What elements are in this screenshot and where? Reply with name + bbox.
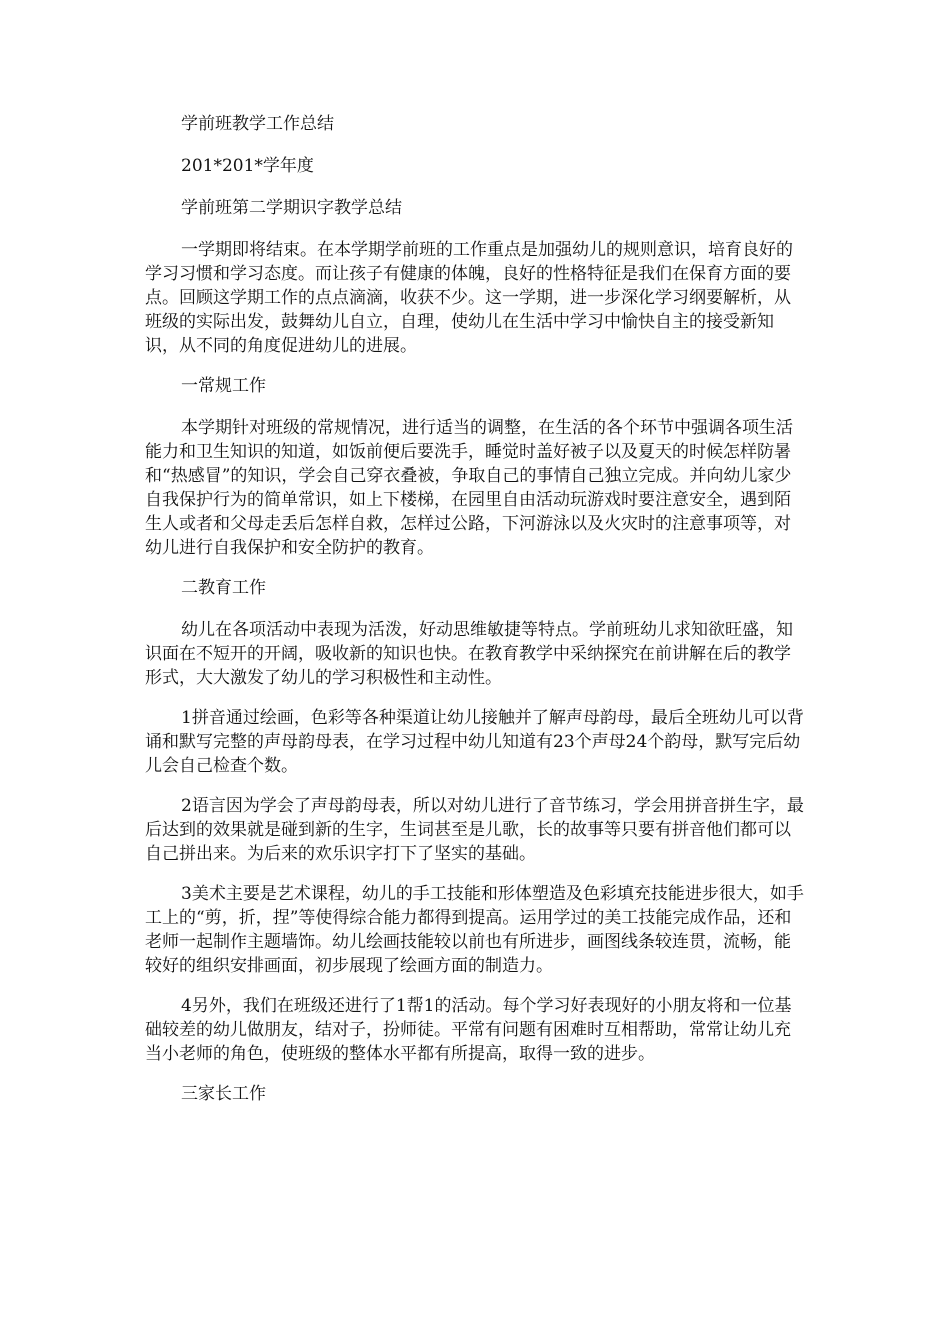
school-year: 201*201*学年度 [181, 156, 314, 176]
routine-paragraph: 本学期针对班级的常规情况，进行适当的调整，在生活的各个环节中强调各项生活能力和卫生知识的知道，如饭前便后要洗手，睡觉时盖好被子以及夏天的时候怎样防暑和“热感冒”的知识，学会自己穿衣叠被，争取自己的事情自己独立完成。并向幼儿家少自我保护行为的简单常识，如上下楼梯，在园里自由活动玩游戏时要注意安全，遇到陌生人或者和父母走丢后怎样自救，怎样过公路，下河游泳以及火灾时的注意事项等，对幼儿进行自我保护和安全防护的教育。 [145, 418, 793, 558]
intro-paragraph: 一学期即将结束。在本学期学前班的工作重点是加强幼儿的规则意识，培育良好的学习习惯和学习态度。而让孩子有健康的体魄，良好的性格特征是我们在保育方面的要点。回顾这学期工作的点点滴滴，收获不少。这一学期，进一步深化学习纲要解析，从班级的实际出发，鼓舞幼儿自立，自理，使幼儿在生活中学习中愉快自主的接受新知识，从不同的角度促进幼儿的进展。 [145, 240, 793, 356]
art-paragraph: 3美术主要是艺术课程，幼儿的手工技能和形体塑造及色彩填充技能进步很大，如手工上的“剪，折，捏”等使得综合能力都得到提高。运用学过的美工技能完成作品，还和老师一起制作主题墙饰。幼儿绘画技能较以前也有所进步，画图线条较连贯，流畅，能较好的组织安排画面，初步展现了绘画方面的制造力。 [145, 884, 804, 976]
document-body [145, 112, 805, 1124]
section-heading-parents: 三家长工作 [181, 1084, 266, 1104]
language-paragraph: 2语言因为学会了声母韵母表，所以对幼儿进行了音节练习，学会用拼音拼生字，最后达到的效果就是碰到新的生字，生词甚至是儿歌，长的故事等只要有拼音他们都可以自己拼出来。为后来的欢乐识字打下了坚实的基础。 [145, 796, 804, 864]
document-subtitle: 学前班第二学期识字教学总结 [181, 198, 402, 218]
education-paragraph: 幼儿在各项活动中表现为活泼，好动思维敏捷等特点。学前班幼儿求知欲旺盛，知识面在不短开的开阔，吸收新的知识也快。在教育教学中采纳探究在前讲解在后的教学形式，大大激发了幼儿的学习积极性和主动性。 [145, 620, 793, 688]
document-title: 学前班教学工作总结 [181, 114, 334, 134]
section-heading-education: 二教育工作 [181, 578, 266, 598]
section-heading-routine: 一常规工作 [181, 376, 266, 396]
mentoring-paragraph: 4另外，我们在班级还进行了1帮1的活动。每个学习好表现好的小朋友将和一位基础较差的幼儿做朋友，结对子，扮师徒。平常有问题有困难时互相帮助，常常让幼儿充当小老师的角色，使班级的整体水平都有所提高，取得一致的进步。 [145, 996, 792, 1064]
pinyin-paragraph: 1拼音通过绘画，色彩等各种渠道让幼儿接触并了解声母韵母，最后全班幼儿可以背诵和默写完整的声母韵母表，在学习过程中幼儿知道有23个声母24个韵母，默写完后幼儿会自己检查个数。 [145, 708, 804, 776]
